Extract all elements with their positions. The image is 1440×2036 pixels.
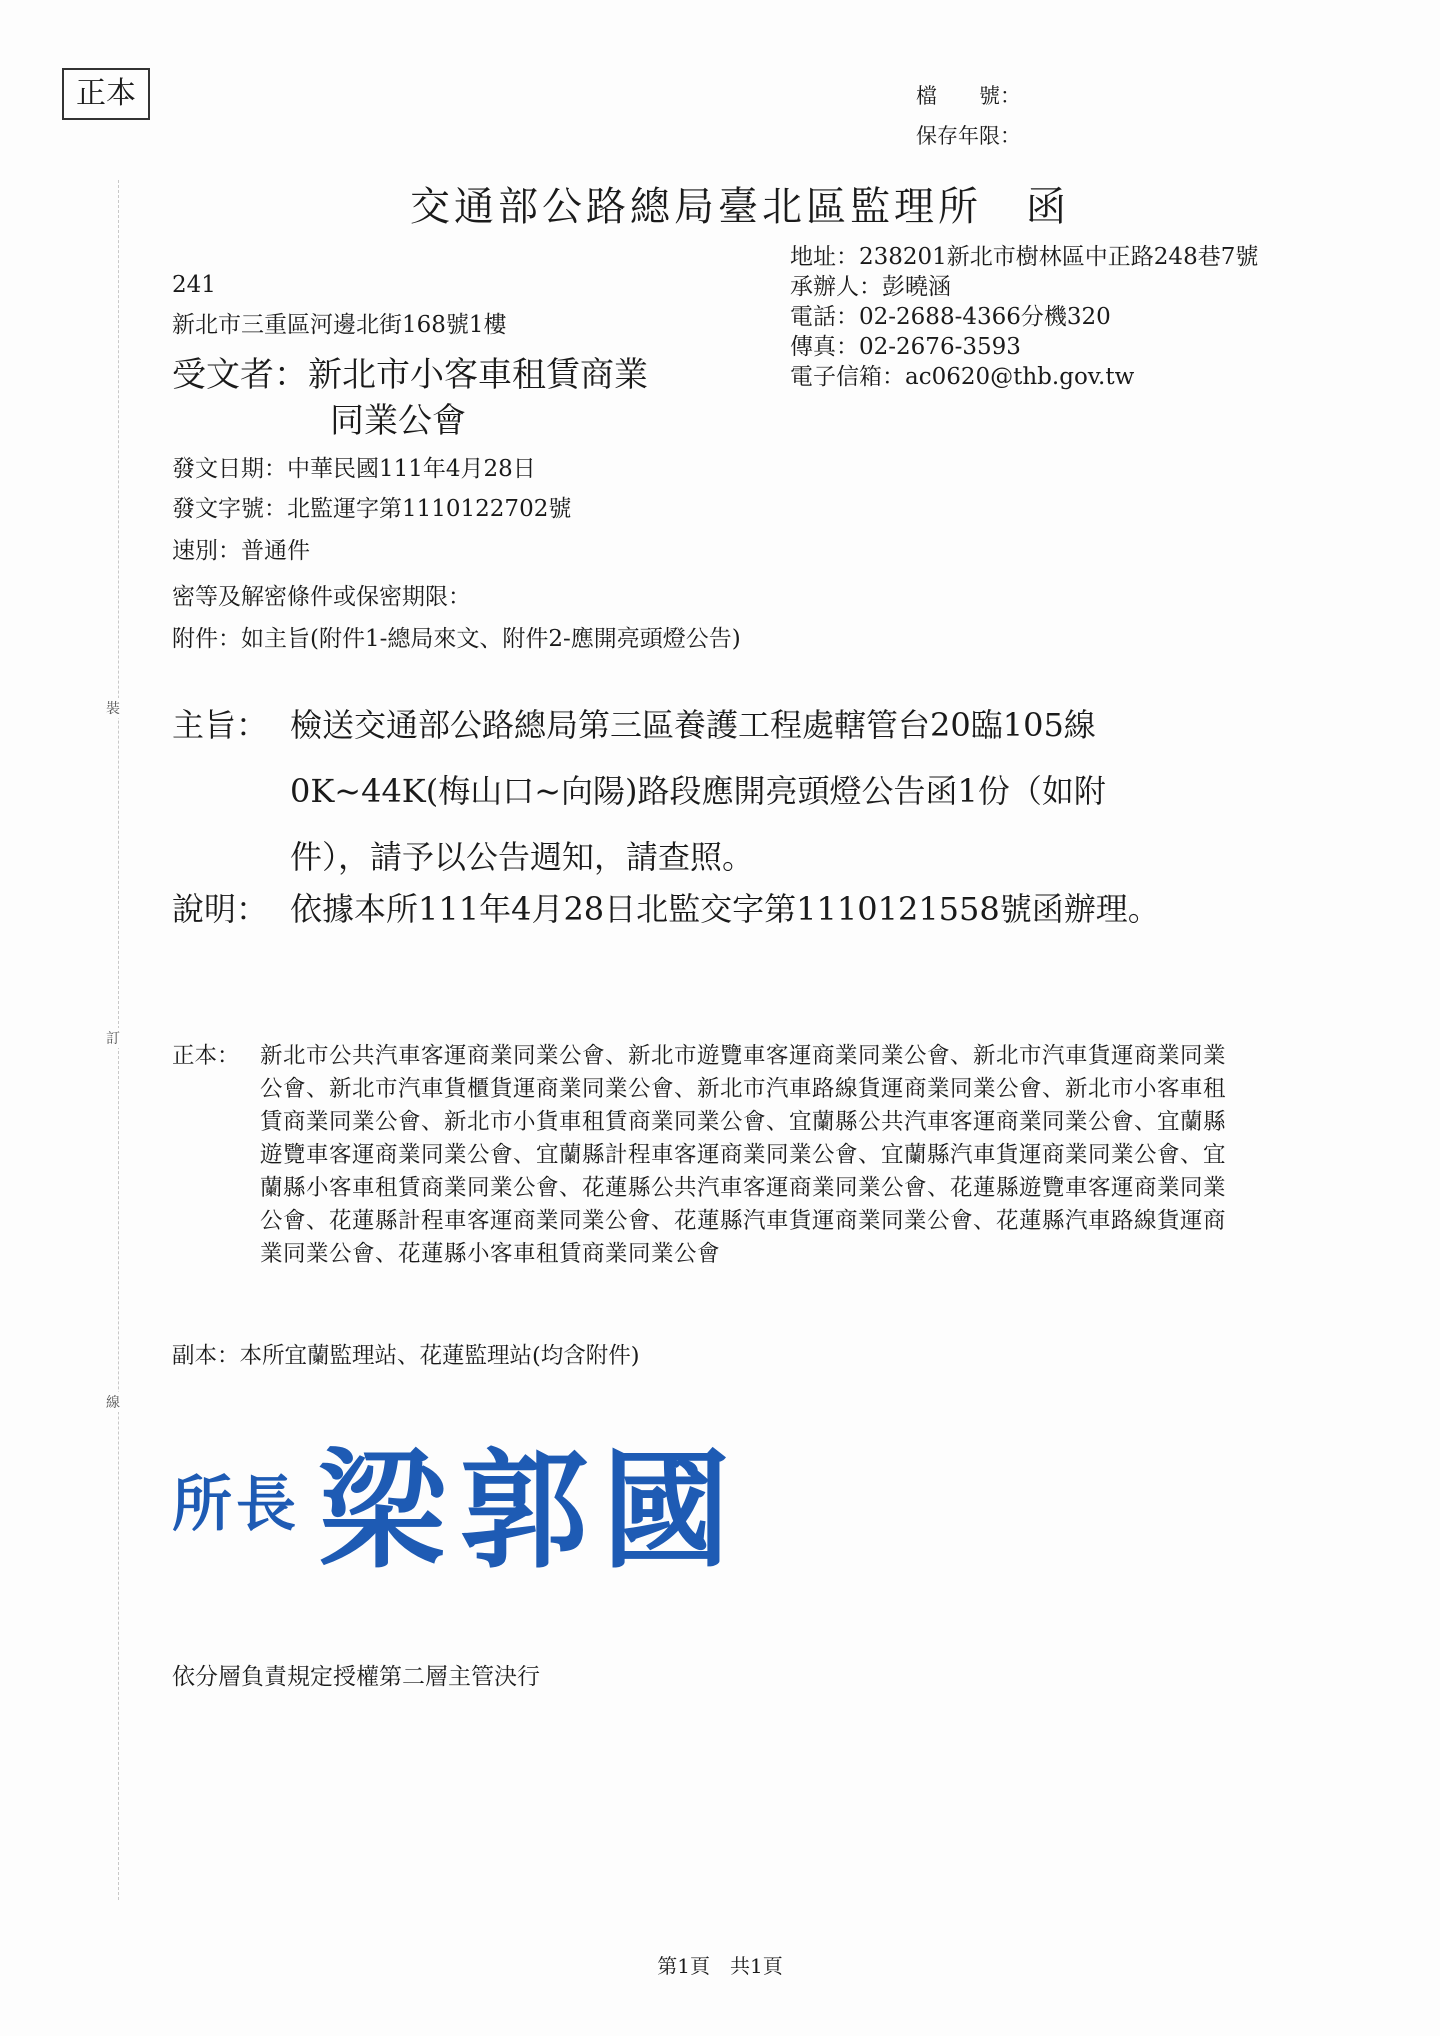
- recipient-address: 新北市三重區河邊北街168號1樓: [172, 312, 507, 338]
- binding-mark-zhuang: 裝: [106, 698, 120, 718]
- director-signature: [172, 1408, 744, 1592]
- explanation-text: 依據本所111年4月28日北監交字第1110121558號函辦理。: [290, 890, 1160, 928]
- binding-mark-xian: 線: [106, 1392, 120, 1412]
- recipient-line-2: 同業公會: [330, 401, 466, 441]
- original-recipients-label: 正本：: [172, 1043, 240, 1069]
- file-number-label: 檔 號：: [916, 84, 1021, 108]
- delivery-speed: 速別：普通件: [172, 538, 310, 564]
- subject-line-2: 0K~44K(梅山口~向陽)路段應開亮頭燈公告函1份（如附: [290, 772, 1106, 810]
- explanation-label: 說明：: [172, 890, 269, 928]
- signature-name: 梁郭國: [318, 1437, 745, 1586]
- signature-title: 所長: [172, 1470, 300, 1540]
- document-title: 交通部公路總局臺北區監理所 函: [410, 184, 1070, 230]
- fax-number: 傳真：02-2676-3593: [790, 334, 1021, 360]
- page-number: 第1頁 共1頁: [657, 1954, 783, 1978]
- binding-mark-ding: 訂: [106, 1028, 120, 1048]
- secrecy-level: 密等及解密條件或保密期限：: [172, 584, 471, 610]
- handler-name: 承辦人：彭曉涵: [790, 274, 951, 300]
- attachments: 附件：如主旨(附件1-總局來文、附件2-應開亮頭燈公告): [172, 626, 741, 652]
- original-recipients-list: 新北市公共汽車客運商業同業公會、新北市遊覽車客運商業同業公會、新北市汽車貨運商業同業公會、新北市汽車貨櫃貨運商業同業公會、新北市汽車路線貨運商業同業公會、新北市小客車租賃商業同業公會、新北市小貨車租賃商業同業公會、宜蘭縣公共汽車客運商業同業公會、宜蘭縣遊覽車客運商業同業公會、宜蘭縣計程車客運商業同業公會、宜蘭縣汽車貨運商業同業公會、宜蘭縣小客車租賃商業同業公會、花蓮縣公共汽車客運商業同業公會、花蓮縣遊覽車客運商業同業公會、花蓮縣計程車客運商業同業公會、花蓮縣汽車貨運商業同業公會、花蓮縣汽車路線貨運商業同業公會、花蓮縣小客車租賃商業同業公會: [260, 1043, 1227, 1267]
- recipient-line-1: 受文者：新北市小客車租賃商業: [172, 355, 648, 395]
- subject-line-1: 檢送交通部公路總局第三區養護工程處轄管台20臨105線: [290, 706, 1096, 744]
- original-recipients: [172, 1040, 1232, 1271]
- subject-line-3: 件），請予以公告週知，請查照。: [290, 838, 755, 876]
- phone-number: 電話：02-2688-4366分機320: [790, 304, 1111, 330]
- subject-label: 主旨：: [172, 706, 269, 744]
- authorization-note: 依分層負責規定授權第二層主管決行: [172, 1664, 540, 1690]
- original-copy-stamp: 正本: [62, 68, 150, 120]
- agency-address: 地址：238201新北市樹林區中正路248巷7號: [790, 244, 1259, 270]
- contact-info: [790, 242, 1258, 392]
- issue-date: 發文日期：中華民國111年4月28日: [172, 456, 536, 482]
- recipient-postal-code: 241: [172, 272, 216, 298]
- email-address: 電子信箱：ac0620@thb.gov.tw: [790, 364, 1135, 390]
- carbon-copy: 副本：本所宜蘭監理站、花蓮監理站(均含附件): [172, 1343, 640, 1369]
- document-number: 發文字號：北監運字第1110122702號: [172, 496, 572, 522]
- retention-period-label: 保存年限：: [916, 124, 1021, 148]
